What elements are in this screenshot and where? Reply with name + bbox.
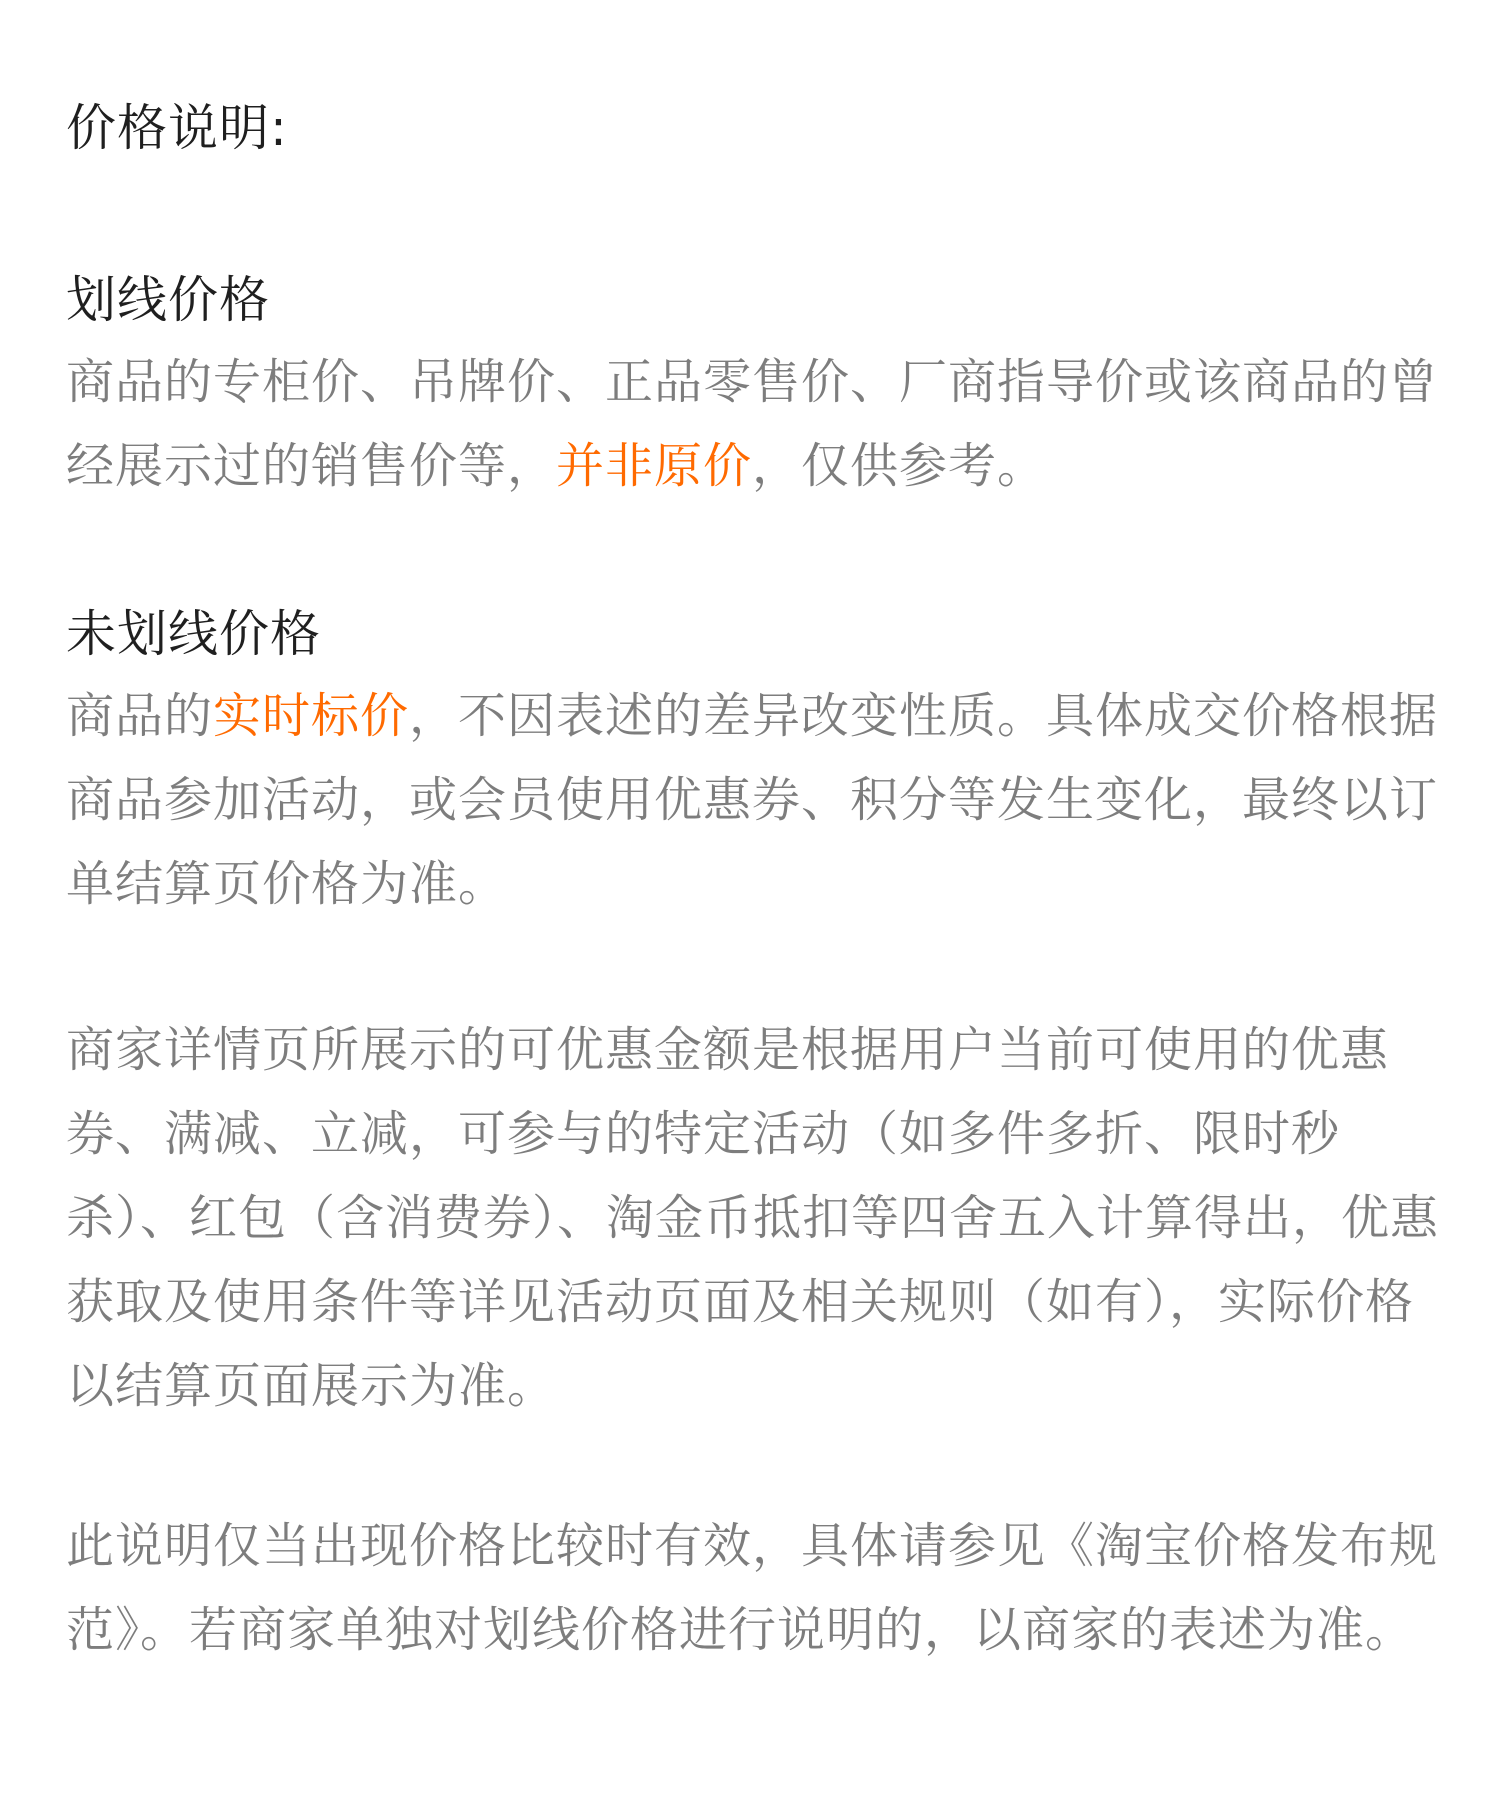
non-strikethrough-text-before: 商品的 — [66, 688, 214, 744]
discount-amount-paragraph: 商家详情页所展示的可优惠金额是根据用户当前可使用的优惠券、满减、立减，可参与的特定活动（如多件多折、限时秒杀）、红包（含消费券）、淘金币抵扣等四舍五入计算得出，优惠获取及使用条件等详见活动页面及相关规则（如有），实际价格以结算页面展示为准。 — [66, 1022, 1440, 1414]
strikethrough-price-description — [66, 340, 1446, 508]
non-strikethrough-price-description — [66, 674, 1446, 926]
not-original-price-highlight: 并非原价 — [556, 438, 753, 494]
page-title: 价格说明: — [66, 99, 288, 157]
strikethrough-price-heading: 划线价格 — [66, 271, 270, 329]
non-strikethrough-text-after: ，不因表述的差异改变性质。具体成交价格根据商品参加活动，或会员使用优惠券、积分等发生变化，最终以订单结算页价格为准。 — [66, 688, 1439, 912]
strikethrough-text-after: ，仅供参考。 — [752, 438, 1047, 494]
real-time-price-highlight: 实时标价 — [213, 688, 410, 744]
non-strikethrough-price-heading: 未划线价格 — [66, 605, 321, 663]
strikethrough-text-before: 商品的专柜价、吊牌价、正品零售价、厂商指导价或该商品的曾经展示过的销售价等， — [66, 354, 1439, 494]
price-comparison-note-paragraph: 此说明仅当出现价格比较时有效，具体请参见《淘宝价格发布规范》。若商家单独对划线价格进行说明的，以商家的表述为准。 — [66, 1518, 1439, 1658]
